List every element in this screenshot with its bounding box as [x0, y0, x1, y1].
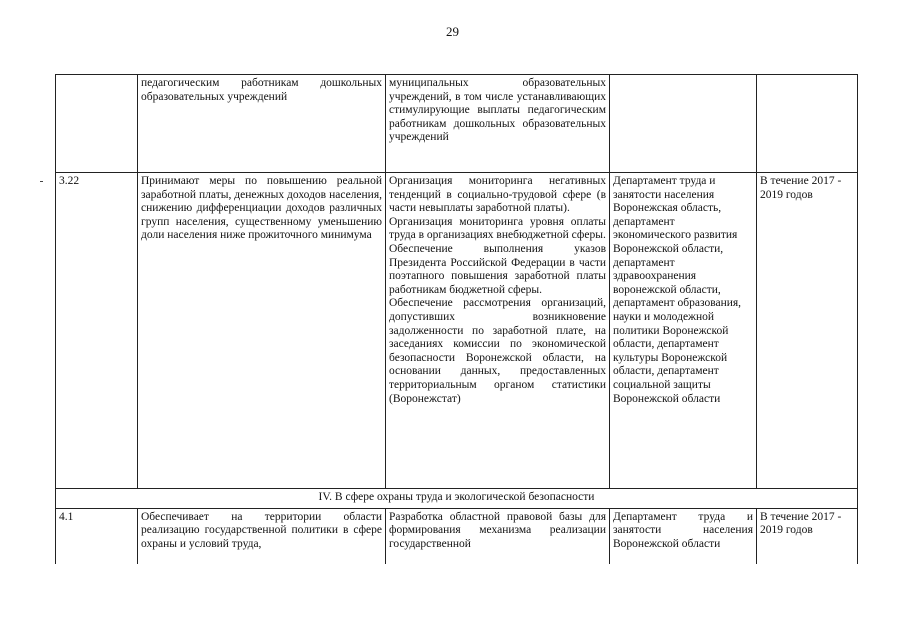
scan-mark — [40, 181, 43, 182]
cell-number: 4.1 — [56, 508, 138, 564]
cell-number: 3.22 — [56, 173, 138, 489]
content-paragraph: Обеспечение рассмотрения организаций, допустивших возникновение задолженности по заработной плате, на заседаниях комиссии по экономической безопасности Воронежской области, на основании данных, предоставленных территориальным органом статистики (Воронежстат) — [389, 297, 606, 405]
cell-number — [56, 75, 138, 173]
plan-table — [55, 74, 858, 564]
cell-executor: Департамент труда и занятости населения Воронежской области — [610, 508, 757, 564]
cell-measure: педагогическим работникам дошкольных образовательных учреждений — [138, 75, 386, 173]
content-paragraph: Разработка областной правовой базы для формирования механизма реализации государственной — [389, 510, 606, 550]
cell-content — [386, 75, 610, 173]
cell-term — [757, 75, 858, 173]
cell-executor — [610, 75, 757, 173]
cell-term: В течение 2017 - 2019 годов — [757, 173, 858, 489]
table-row — [56, 75, 858, 173]
section-heading: IV. В сфере охраны труда и экологической безопасности — [56, 489, 858, 509]
cell-measure: Принимают меры по повышению реальной заработной платы, денежных доходов населения, снижению дифференциации доходов различных групп населения, существенному уменьшению доли населения ниже прожиточного минимума — [138, 173, 386, 489]
content-paragraph: Организация мониторинга уровня оплаты труда в организациях внебюджетной сферы. — [389, 215, 606, 242]
page-number: 29 — [446, 24, 459, 39]
cell-content — [386, 173, 610, 489]
table-row — [56, 508, 858, 564]
cell-content — [386, 508, 610, 564]
content-paragraph: Обеспечение выполнения указов Президента Российской Федерации в части поэтапного повышения заработной платы работникам бюджетной сферы. — [389, 242, 606, 296]
section-heading-row — [56, 489, 858, 509]
content-paragraph: Организация мониторинга негативных тенденций в социально-трудовой сфере (в части невыплаты заработной платы). — [389, 175, 606, 215]
content-paragraph: муниципальных образовательных учреждений, в том числе устанавливающих стимулирующие выплаты педагогическим работникам дошкольных образовательных учреждений — [389, 77, 606, 144]
cell-executor: Департамент труда и занятости населения Воронежская область, департамент экономического развития Воронежской области, департамент здравоохранения воронежской области, департамент образования, науки и молодежной политики Воронежской области, департамент культуры Воронежской области, департамент социальной защиты Воронежской области — [610, 173, 757, 489]
table-row — [56, 173, 858, 489]
cell-term: В течение 2017 - 2019 годов — [757, 508, 858, 564]
cell-measure: Обеспечивает на территории области реализацию государственной политики в сфере охраны и условий труда, — [138, 508, 386, 564]
